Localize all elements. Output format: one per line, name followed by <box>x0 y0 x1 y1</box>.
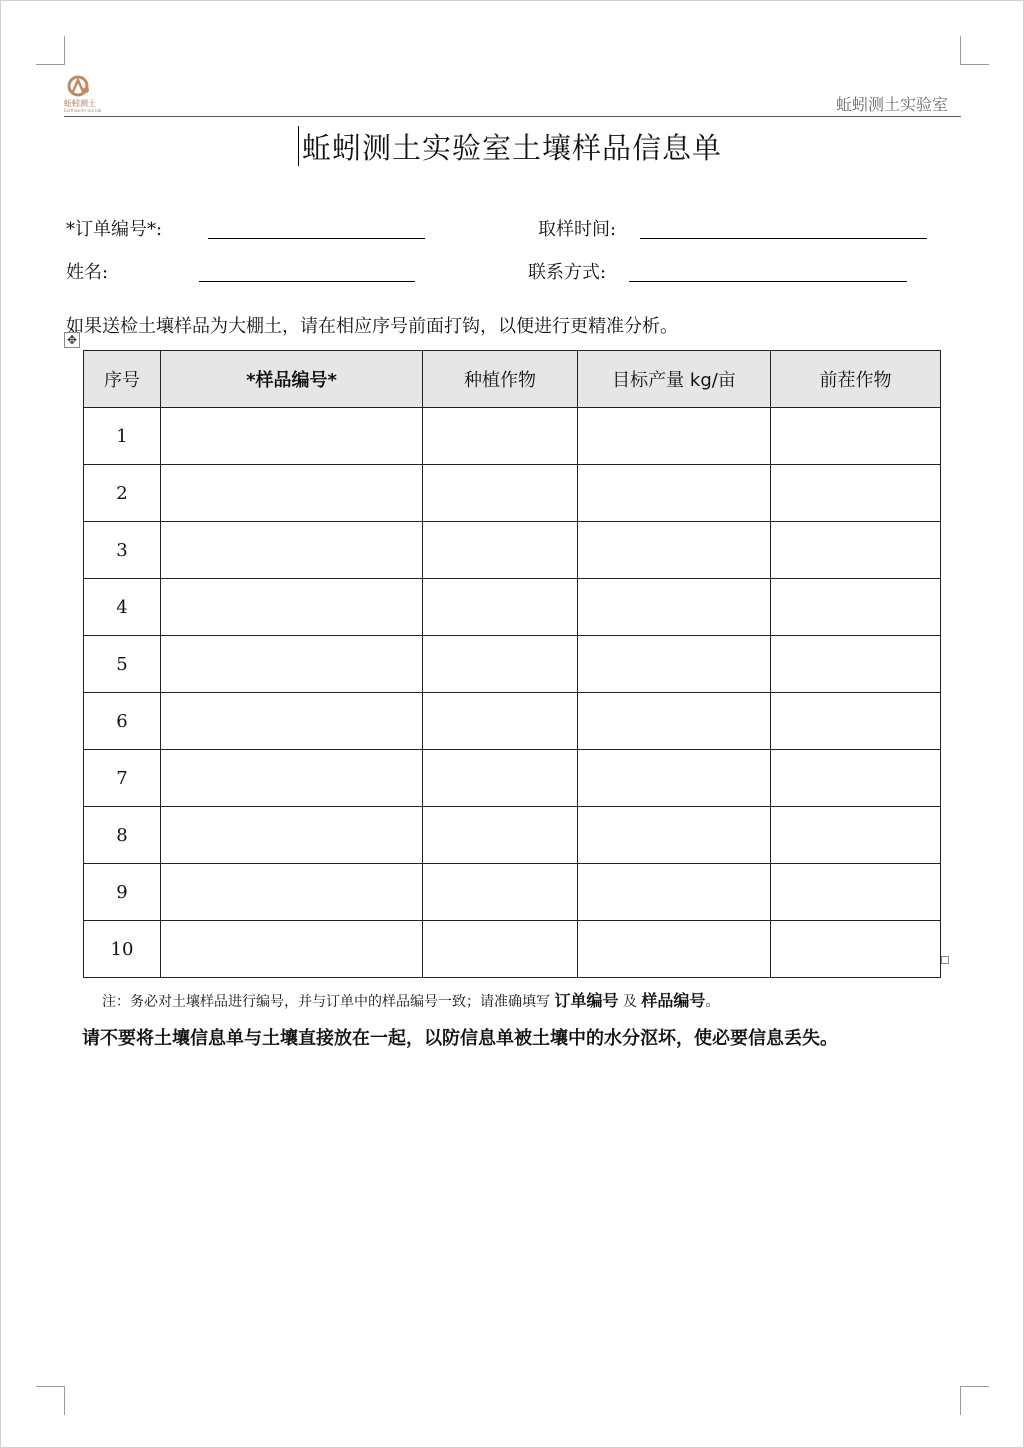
previous-crop-cell[interactable] <box>771 693 941 750</box>
sample-no-cell[interactable] <box>161 522 423 579</box>
name-label: 姓名: <box>66 262 109 283</box>
target-yield-cell[interactable] <box>578 921 771 978</box>
moisture-warning: 请不要将土壤信息单与土壤直接放在一起，以防信息单被土壤中的水分沤坏，使必要信息丢失。 <box>82 1028 838 1049</box>
crop-cell[interactable] <box>423 921 578 978</box>
target-yield-cell[interactable] <box>578 465 771 522</box>
crop-cell[interactable] <box>423 864 578 921</box>
crop-mark-top-left <box>36 36 65 65</box>
sample-no-cell[interactable] <box>161 750 423 807</box>
crop-cell[interactable] <box>423 693 578 750</box>
sampling-time-label: 取样时间: <box>538 219 617 240</box>
row-number: 2 <box>84 465 161 522</box>
header-previous-crop: 前茬作物 <box>771 351 941 408</box>
target-yield-cell[interactable] <box>578 864 771 921</box>
table-row <box>84 522 941 579</box>
table-move-icon[interactable]: ✥ <box>64 332 80 348</box>
crop-cell[interactable] <box>423 465 578 522</box>
page-title: 蚯蚓测土实验室土壤样品信息单 <box>301 131 722 165</box>
sample-table <box>83 350 941 978</box>
header-crop: 种植作物 <box>423 351 578 408</box>
note-prefix: 注：务必对土壤样品进行编号，并与订单中的样品编号一致；请准确填写 <box>102 994 550 1010</box>
table-row <box>84 921 941 978</box>
crop-cell[interactable] <box>423 636 578 693</box>
row-number: 8 <box>84 807 161 864</box>
header-sample-no: *样品编号* <box>161 351 423 408</box>
crop-mark-bottom-right <box>960 1386 989 1415</box>
previous-crop-cell[interactable] <box>771 921 941 978</box>
table-row <box>84 750 941 807</box>
sample-no-cell[interactable] <box>161 807 423 864</box>
crop-mark-bottom-left <box>36 1386 65 1415</box>
target-yield-cell[interactable] <box>578 522 771 579</box>
row-number: 7 <box>84 750 161 807</box>
text-cursor <box>298 126 299 166</box>
table-row <box>84 579 941 636</box>
sample-no-cell[interactable] <box>161 693 423 750</box>
previous-crop-cell[interactable] <box>771 750 941 807</box>
sample-no-cell[interactable] <box>161 864 423 921</box>
logo-text: 蚯蚓测土 <box>64 99 96 108</box>
table-row <box>84 807 941 864</box>
sampling-time-field[interactable] <box>640 238 927 239</box>
row-number: 4 <box>84 579 161 636</box>
table-row <box>84 408 941 465</box>
table-row <box>84 864 941 921</box>
greenhouse-instruction: 如果送检土壤样品为大棚土，请在相应序号前面打钩，以便进行更精准分析。 <box>66 316 678 337</box>
crop-cell[interactable] <box>423 408 578 465</box>
header-rule <box>64 116 961 117</box>
previous-crop-cell[interactable] <box>771 864 941 921</box>
note-end: 。 <box>705 994 720 1010</box>
sample-no-cell[interactable] <box>161 636 423 693</box>
row-number: 10 <box>84 921 161 978</box>
crop-mark-top-right <box>960 36 989 65</box>
previous-crop-cell[interactable] <box>771 807 941 864</box>
target-yield-cell[interactable] <box>578 750 771 807</box>
contact-field[interactable] <box>629 281 907 282</box>
target-yield-cell[interactable] <box>578 579 771 636</box>
row-number: 6 <box>84 693 161 750</box>
order-no-label: *订单编号*: <box>66 219 163 240</box>
note-and: 及 <box>622 994 637 1010</box>
table-row <box>84 465 941 522</box>
sample-no-cell[interactable] <box>161 408 423 465</box>
note-sample-no: 样品编号 <box>641 991 706 1010</box>
note-order-no: 订单编号 <box>554 991 619 1010</box>
header-target-yield: 目标产量 kg/亩 <box>578 351 771 408</box>
row-number: 1 <box>84 408 161 465</box>
row-number: 5 <box>84 636 161 693</box>
numbering-note <box>102 988 719 1011</box>
table-resize-handle[interactable] <box>941 956 949 964</box>
crop-cell[interactable] <box>423 579 578 636</box>
row-number: 9 <box>84 864 161 921</box>
table-header-row <box>84 351 941 408</box>
sample-no-cell[interactable] <box>161 579 423 636</box>
logo-subtext: Earthworm soil lab <box>64 108 102 113</box>
previous-crop-cell[interactable] <box>771 636 941 693</box>
target-yield-cell[interactable] <box>578 408 771 465</box>
crop-cell[interactable] <box>423 750 578 807</box>
sample-no-cell[interactable] <box>161 921 423 978</box>
target-yield-cell[interactable] <box>578 693 771 750</box>
name-field[interactable] <box>199 281 415 282</box>
crop-cell[interactable] <box>423 522 578 579</box>
previous-crop-cell[interactable] <box>771 522 941 579</box>
header-seq: 序号 <box>84 351 161 408</box>
target-yield-cell[interactable] <box>578 636 771 693</box>
header-lab-name: 蚯蚓测土实验室 <box>835 95 948 114</box>
previous-crop-cell[interactable] <box>771 408 941 465</box>
table-row <box>84 693 941 750</box>
previous-crop-cell[interactable] <box>771 579 941 636</box>
table-row <box>84 636 941 693</box>
sample-no-cell[interactable] <box>161 465 423 522</box>
order-no-field[interactable] <box>208 238 425 239</box>
row-number: 3 <box>84 522 161 579</box>
target-yield-cell[interactable] <box>578 807 771 864</box>
previous-crop-cell[interactable] <box>771 465 941 522</box>
contact-label: 联系方式: <box>528 262 607 283</box>
crop-cell[interactable] <box>423 807 578 864</box>
